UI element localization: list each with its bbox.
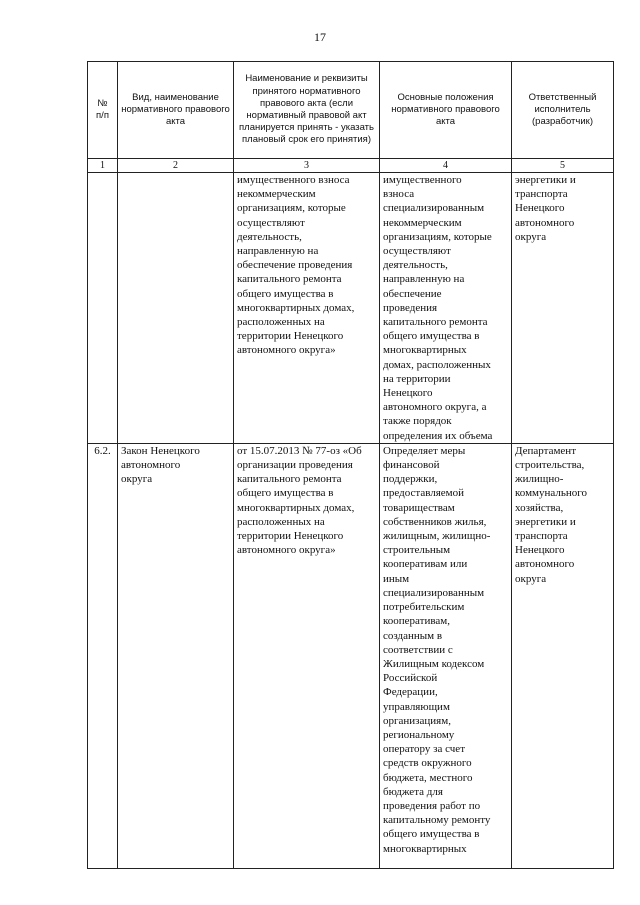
provisions-cell: имущественного взноса специализированным некоммерческим организациям, которые осуществляют деятельность, направленную на обеспечение проведения капитального ремонта общего имущества в многоквартирных домах, расположенных на территории Ненецкого автономного округа, а также порядок определения их объема <box>380 173 512 444</box>
header-responsible: Ответственный исполнитель (разработчик) <box>512 62 614 159</box>
table-row <box>88 173 614 444</box>
header-act-type: Вид, наименование нормативного правового акта <box>118 62 234 159</box>
header-provisions: Основные положения нормативного правового акта <box>380 62 512 159</box>
responsible-cell: Департамент строительства, жилищно- коммунального хозяйства, энергетики и транспорта Ненецкого автономного округа <box>512 443 614 868</box>
provisions-cell: Определяет меры финансовой поддержки, предоставляемой товариществам собственников жилья, жилищным, жилищно- строительным кооперативам или иным специализированным потребительским кооперативам, созданным в соответствии с Жилищным кодексом Российской Федерации, управляющим организациям, региональному оператору за счет средств окружного бюджета, местного бюджета для проведения работ по капитальному ремонту общего имущества в многоквартирных <box>380 443 512 868</box>
column-number: 4 <box>380 159 512 173</box>
row-number-cell: 6.2. <box>88 443 118 868</box>
responsible-cell: энергетики и транспорта Ненецкого автономного округа <box>512 173 614 444</box>
act-name-cell: от 15.07.2013 № 77-оз «Об организации проведения капитального ремонта общего имущества в многоквартирных домах, расположенных на территории Ненецкого автономного округа» <box>234 443 380 868</box>
column-number: 2 <box>118 159 234 173</box>
column-number: 5 <box>512 159 614 173</box>
column-number-row <box>88 159 614 173</box>
act-name-cell: имущественного взноса некоммерческим организациям, которые осуществляют деятельность, направленную на обеспечение проведения капитального ремонта общего имущества в многоквартирных домах, расположенных на территории Ненецкого автономного округа» <box>234 173 380 444</box>
legal-acts-table <box>87 61 614 869</box>
column-number: 1 <box>88 159 118 173</box>
column-number: 3 <box>234 159 380 173</box>
table-row <box>88 443 614 868</box>
table-header-row <box>88 62 614 159</box>
act-type-cell: Закон Ненецкого автономного округа <box>118 443 234 868</box>
row-number-cell <box>88 173 118 444</box>
header-act-name: Наименование и реквизиты принятого нормативного правового акта (если нормативный правовой акт планируется принять - указать плановый срок его принятия) <box>234 62 380 159</box>
act-type-cell <box>118 173 234 444</box>
header-number: № п/п <box>88 62 118 159</box>
page-number: 17 <box>314 30 326 44</box>
